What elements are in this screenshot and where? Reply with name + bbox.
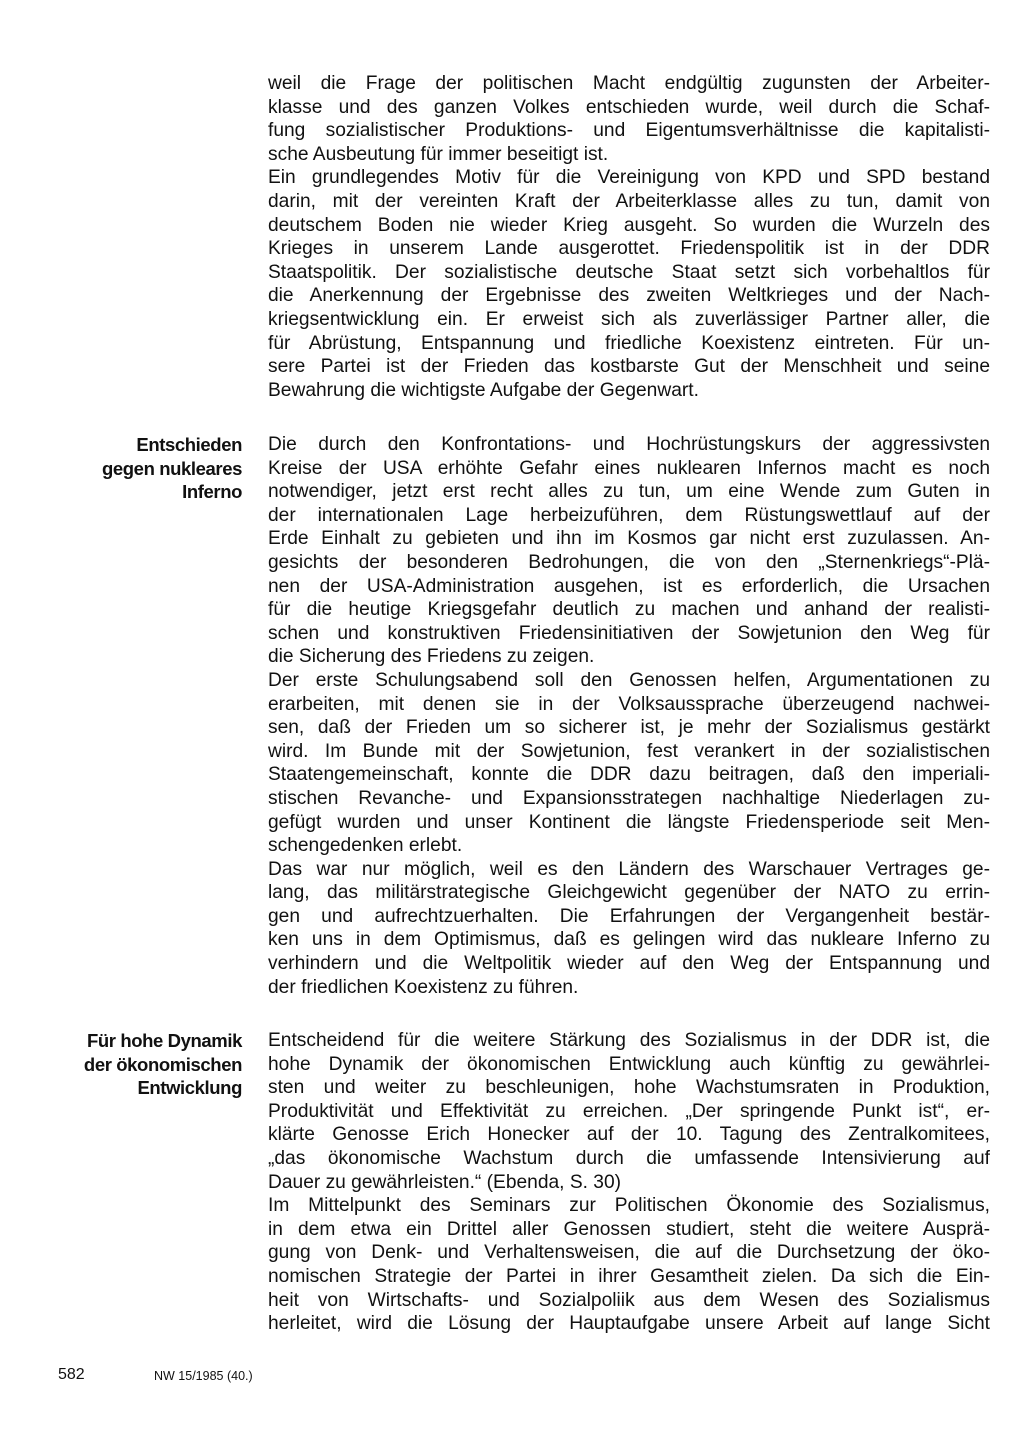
text-line: lang, das militärstrategische Gleichgewicht gegenüber der NATO zu errin-	[268, 882, 990, 904]
text-line: stischen Revanche- und Expansionsstrategen nachhaltige Niederlagen zu-	[268, 787, 990, 809]
text-line: hohe Dynamik der ökonomischen Entwicklung auch künftig zu gewährlei-	[268, 1053, 990, 1075]
heading-line: Entschieden	[136, 434, 242, 455]
text-line: herleitet, wird die Lösung der Hauptaufgabe unsere Arbeit auf lange Sicht	[268, 1313, 990, 1335]
text-line: notwendiger, jetzt erst recht alles zu tun, um eine Wende zum Guten in	[268, 481, 990, 503]
text-line: Staatengemeinschaft, konnte die DDR dazu beitragen, daß den imperiali-	[268, 764, 990, 786]
text-line: der friedlichen Koexistenz zu führen.	[268, 976, 579, 998]
text-line: weil die Frage der politischen Macht endgültig zugunsten der Arbeiter-	[268, 73, 990, 94]
text-line: kriegsentwicklung ein. Er erweist sich als zuverlässiger Partner aller, die	[268, 308, 990, 330]
text-line: deutschem Boden nie wieder Krieg ausgeht. So wurden die Wurzeln des	[268, 214, 990, 236]
text-line: „das ökonomische Wachstum durch die umfassende Intensivierung auf	[268, 1147, 990, 1169]
text-line: heit von Wirtschafts- und Sozialpoliik aus dem Wesen des Sozialismus	[268, 1289, 990, 1311]
paragraph	[268, 669, 990, 858]
section-intro	[268, 72, 990, 402]
text-line: schen und konstruktiven Friedensinitiativen der Sowjetunion den Weg für	[268, 622, 990, 644]
page-number: 582	[58, 1366, 85, 1383]
text-line: Produktivität und Effektivität zu erreichen. „Der springende Punkt ist“, er-	[268, 1100, 990, 1122]
text-line: darin, mit der vereinten Kraft der Arbeiterklasse alles zu tun, damit von	[268, 190, 990, 212]
text-line: Dauer zu gewährleisten.“ (Ebenda, S. 30)	[268, 1171, 622, 1193]
text-line: klärte Genosse Erich Honecker auf der 10. Tagung des Zentralkomitees,	[268, 1124, 990, 1146]
text-line: nomischen Strategie der Partei in ihrer Gesamtheit zielen. Da sich die Ein-	[268, 1265, 990, 1287]
text-line: Das war nur möglich, weil es den Ländern des Warschauer Vertrages ge-	[268, 858, 990, 880]
heading-line: Inferno	[182, 481, 242, 502]
paragraph	[268, 72, 990, 166]
text-line: Ein grundlegendes Motiv für die Vereinigung von KPD und SPD bestand	[268, 167, 990, 189]
paragraph	[268, 1194, 990, 1336]
text-line: Der erste Schulungsabend soll den Genossen helfen, Argumentationen zu	[268, 669, 990, 691]
margin-heading-economic-dynamics	[60, 1029, 242, 1100]
issue-reference: NW 15/1985 (40.)	[154, 1369, 253, 1383]
text-line: die Anerkennung der Ergebnisse des zweiten Weltkrieges und der Nach-	[268, 285, 990, 307]
text-line: sche Ausbeutung für immer beseitigt ist.	[268, 143, 609, 165]
paragraph	[268, 166, 990, 402]
text-line: sere Partei ist der Frieden das kostbarste Gut der Menschheit und seine	[268, 356, 990, 378]
text-line: sten und weiter zu beschleunigen, hohe Wachstumsraten in Produktion,	[268, 1077, 990, 1099]
text-line: Staatspolitik. Der sozialistische deutsche Staat setzt sich vorbehaltlos für	[268, 261, 990, 283]
text-line: nen der USA-Administration ausgehen, ist es erforderlich, die Ursachen	[268, 575, 990, 597]
text-line: fung sozialistischer Produktions- und Eigentumsverhältnisse die kapitalisti-	[268, 120, 990, 142]
text-line: Im Mittelpunkt des Seminars zur Politischen Ökonomie des Sozialismus,	[268, 1195, 990, 1217]
text-line: gung von Denk- und Verhaltensweisen, die auf die Durchsetzung der öko-	[268, 1242, 990, 1264]
text-line: Kreise der USA erhöhte Gefahr eines nuklearen Infernos macht es noch	[268, 457, 990, 479]
text-line: gesichts der besonderen Bedrohungen, die von den „Sternenkriegs“-Plä-	[268, 551, 990, 573]
text-line: Die durch den Konfrontations- und Hochrüstungskurs der aggressivsten	[268, 434, 990, 455]
paragraph	[268, 858, 990, 1000]
text-line: gefügt wurden und unser Kontinent die längste Friedensperiode seit Men-	[268, 811, 990, 833]
section-economic-dynamics	[268, 1029, 990, 1336]
text-line: der internationalen Lage herbeizuführen, dem Rüstungswettlauf auf der	[268, 504, 990, 526]
text-line: verhindern und die Weltpolitik wieder auf den Weg der Entspannung und	[268, 953, 990, 975]
margin-heading-nuclear-inferno	[60, 433, 242, 504]
text-line: sen, daß der Frieden um so sicherer ist, je mehr der Sozialismus gestärkt	[268, 717, 990, 739]
heading-line: Für hohe Dynamik	[87, 1030, 242, 1051]
text-line: die Sicherung des Friedens zu zeigen.	[268, 646, 595, 668]
paragraph	[268, 433, 990, 669]
section-nuclear-inferno	[268, 433, 990, 999]
text-line: gen und aufrechtzuerhalten. Die Erfahrungen der Vergangenheit bestär-	[268, 905, 990, 927]
text-line: erarbeiten, mit denen sie in der Volksaussprache überzeugend nachwei-	[268, 693, 990, 715]
text-line: schengedenken erlebt.	[268, 835, 463, 857]
paragraph	[268, 1029, 990, 1194]
heading-line: der ökonomischen	[83, 1053, 242, 1075]
text-line: in dem etwa ein Drittel aller Genossen studiert, steht die weitere Ausprä-	[268, 1218, 990, 1240]
heading-line: Entwicklung	[137, 1077, 242, 1098]
text-line: Erde Einhalt zu gebieten und ihn im Kosmos gar nicht erst zuzulassen. An-	[268, 528, 990, 550]
text-line: klasse und des ganzen Volkes entschieden wurde, weil durch die Schaf-	[268, 96, 990, 118]
heading-line: gegen nukleares	[101, 457, 242, 479]
text-line: wird. Im Bunde mit der Sowjetunion, fest verankert in der sozialistischen	[268, 740, 990, 762]
text-line: Entscheidend für die weitere Stärkung des Sozialismus in der DDR ist, die	[268, 1030, 990, 1051]
text-line: Bewahrung die wichtigste Aufgabe der Gegenwart.	[268, 379, 699, 401]
text-line: für die heutige Kriegsgefahr deutlich zu machen und anhand der realisti-	[268, 599, 990, 621]
text-line: Krieges in unserem Lande ausgerottet. Friedenspolitik ist in der DDR	[268, 238, 990, 260]
text-line: ken uns in dem Optimismus, daß es gelingen wird das nukleare Inferno zu	[268, 929, 990, 951]
text-line: für Abrüstung, Entspannung und friedliche Koexistenz eintreten. Für un-	[268, 332, 990, 354]
